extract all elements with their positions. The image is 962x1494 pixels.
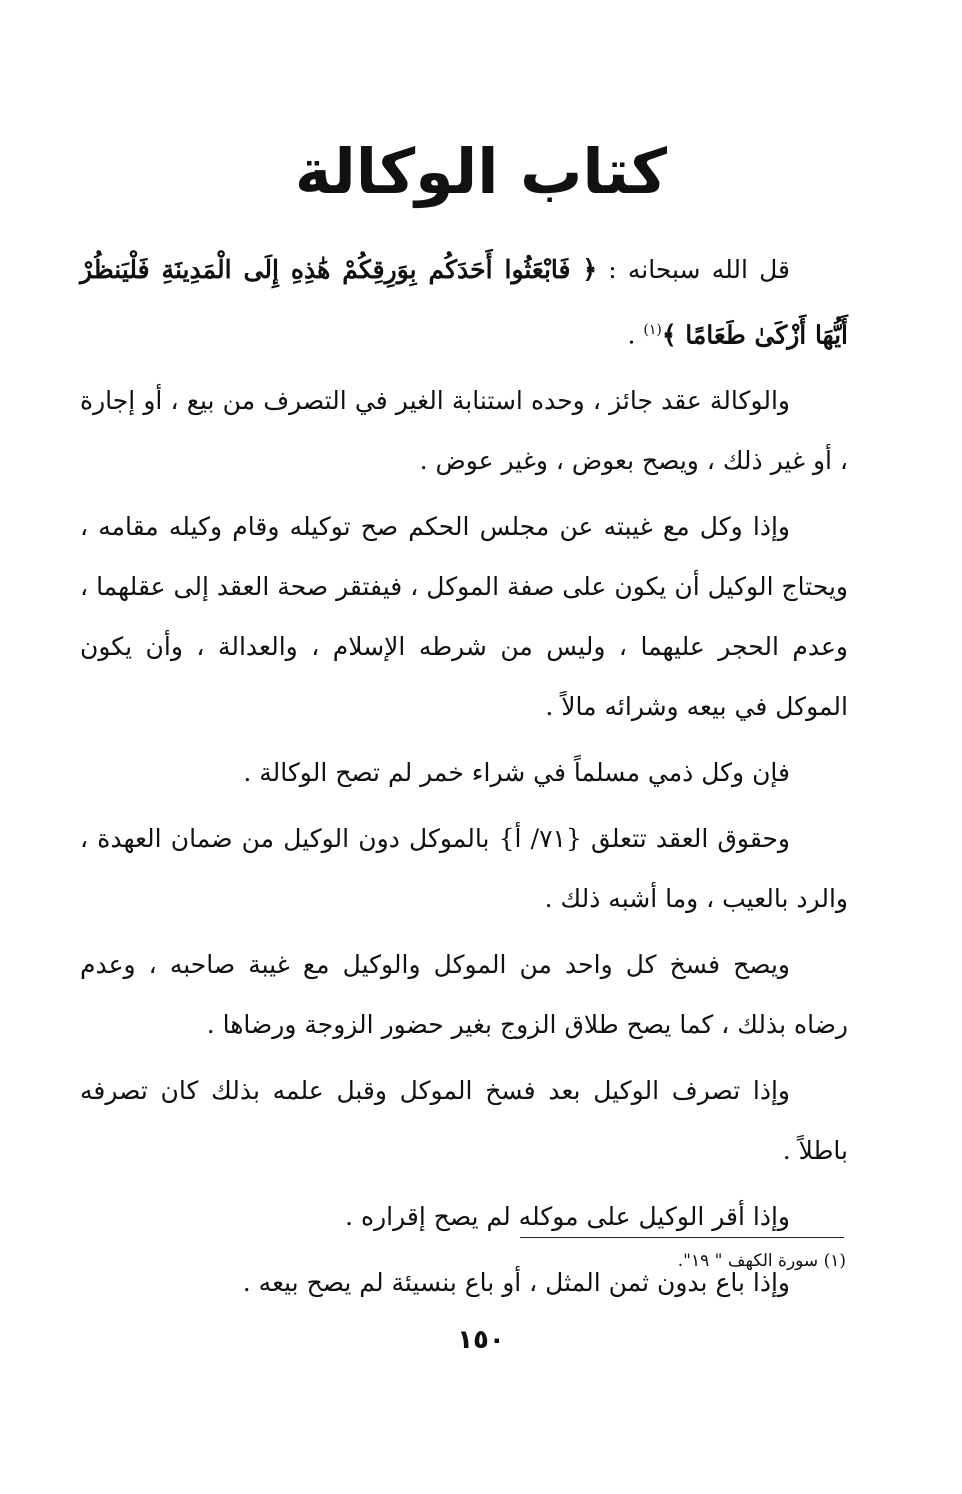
paragraph: وحقوق العقد تتعلق {٧١/ أ} بالموكل دون الوكيل من ضمان العهدة ، والرد بالعيب ، وما أشبه ذلك . — [80, 824, 848, 914]
intro-tail: . — [627, 320, 644, 350]
paragraph: وإذا تصرف الوكيل بعد فسخ الموكل وقبل علمه بذلك كان تصرفه باطلاً . — [80, 1076, 848, 1166]
page-number: ١٥٠ — [457, 1325, 505, 1355]
footnote: (١) سورة الكهف " ١٩". — [677, 1251, 846, 1271]
footnote-divider — [520, 1237, 844, 1238]
body-text — [80, 240, 848, 1319]
paragraph: وإذا وكل مع غيبته عن مجلس الحكم صح توكيله وقام وكيله مقامه ، ويحتاج الوكيل أن يكون على صفة الموكل ، فيفتقر صحة العقد إلى عقلهما ، وعدم الحجر عليهما ، وليس من شرطه الإسلام ، والعدالة ، وأن يكون الموكل في بيعه وشرائه مالاً . — [80, 512, 848, 722]
paragraph: وإذا باع بدون ثمن المثل ، أو باع بنسيئة لم يصح بيعه . — [242, 1268, 790, 1298]
paragraph: ويصح فسخ كل واحد من الموكل والوكيل مع غيبة صاحبه ، وعدم رضاه بذلك ، كما يصح طلاق الزوج بغير حضور الزوجة ورضاها . — [80, 950, 848, 1040]
chapter-title: كتاب الوكالة — [294, 135, 668, 208]
paragraph: وإذا أقر الوكيل على موكله لم يصح إقراره . — [345, 1202, 790, 1232]
footnote-ref: (١) — [643, 322, 662, 338]
quran-verse: ﴿ فَابْعَثُوا أَحَدَكُم بِوَرِقِكُمْ هَٰذِهِ إِلَى الْمَدِينَةِ فَلْيَنظُرْ أَيُّهَا أَزْكَىٰ طَعَامًا ﴾ — [80, 255, 848, 350]
intro-paragraph — [80, 240, 848, 365]
intro-lead: قل الله سبحانه : — [597, 255, 791, 284]
paragraph: والوكالة عقد جائز ، وحده استنابة الغير في التصرف من بيع ، أو إجارة ، أو غير ذلك ، ويصح بعوض ، وغير عوض . — [80, 386, 848, 476]
paragraph: فإن وكل ذمي مسلماً في شراء خمر لم تصح الوكالة . — [243, 758, 790, 788]
